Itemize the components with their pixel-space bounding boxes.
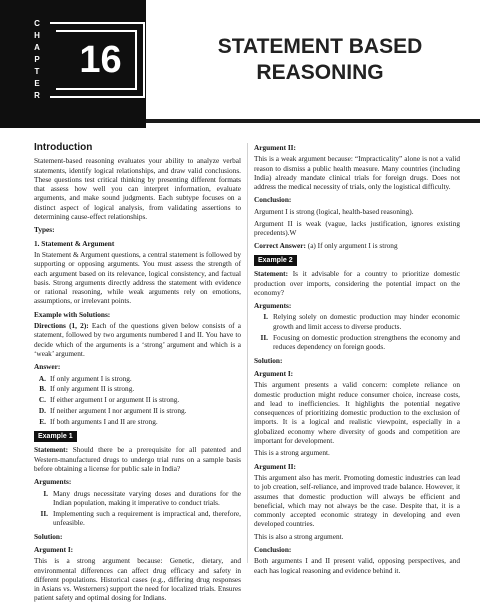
title-underline xyxy=(146,119,480,123)
statement2-text: Is it advisable for a country to prioritize domestic production over imports, considering the potential impact on the economy? xyxy=(254,269,460,297)
argument1-verdict: This is a strong argument. xyxy=(254,448,330,458)
intro-paragraph: Statement-based reasoning evaluates your ability to analyze verbal statements, identify logical relationships, and draw valid conclusions. These questions test critical thinking by presenting different formats that assess how well you can interpret information, evaluate arguments, and make sound judgments. Each subtype focuses on a distinct aspect of logical analysis, from validating assertions to determining cause-effect relationships. xyxy=(34,156,241,222)
argument-item xyxy=(34,489,241,508)
solution-heading: Solution: xyxy=(34,531,63,541)
arguments-list xyxy=(34,489,241,528)
arguments-heading: Arguments: xyxy=(254,301,292,311)
left-column xyxy=(34,143,241,606)
answer-option xyxy=(34,384,241,393)
statement1-paragraph xyxy=(34,445,241,473)
chapter-title-line2: REASONING xyxy=(256,61,384,84)
chapter-letter: E xyxy=(34,79,40,88)
column-divider xyxy=(247,143,248,563)
answer-option xyxy=(34,406,241,415)
conclusion-heading: Conclusion: xyxy=(254,544,292,554)
option-key: E. xyxy=(39,416,46,426)
directions-label: Directions (1, 2): xyxy=(34,321,89,331)
chapter-vertical-label xyxy=(32,18,42,102)
argument-text: Focusing on domestic production strengthens the economy and reduces dependency on foreign goods. xyxy=(273,333,460,352)
argument2-paragraph: This is a weak argument because: “Impracticality” alone is not a valid reason to dismiss a public health measure. Many countries (including India) already mandate clinical trials for foreign drugs. Does not address the medical necessity of trials, only the logistical difficulty. xyxy=(254,154,460,192)
chapter-letter: H xyxy=(34,31,40,40)
chapter-side-band xyxy=(0,0,50,128)
chapter-number: 16 xyxy=(79,38,122,81)
option-text: If only argument I is strong. xyxy=(50,373,132,383)
answer-option xyxy=(34,395,241,404)
argument-key: II. xyxy=(260,333,268,343)
chapter-letter: R xyxy=(34,91,40,100)
option-key: C. xyxy=(38,395,46,405)
example2-badge: Example 2 xyxy=(254,255,297,266)
argument1-heading: Argument I: xyxy=(34,544,74,554)
chapter-letter: T xyxy=(34,67,40,76)
intro-heading: Introduction xyxy=(34,142,93,153)
argument-text: Relying solely on domestic production may hinder economic growth and limit access to diverse products. xyxy=(273,312,460,331)
option-key: B. xyxy=(39,384,46,394)
statement2-paragraph xyxy=(254,269,460,297)
chapter-letter: C xyxy=(34,19,40,28)
directions-paragraph xyxy=(34,321,241,358)
argument2-heading: Argument II: xyxy=(254,461,296,471)
type1-paragraph: In Statement & Argument questions, a central statement is followed by supporting or opposing arguments. You must assess the strength of each argument based on its relevance, logical consistency, and factual basis. Strong arguments directly address the statement with evidence or rational reasoning, while weak arguments rely on emotions, assumptions, or irrelevant points. xyxy=(34,249,241,306)
argument-text: Many drugs necessitate varying doses and durations for the Indian population, making it imperative to conduct trials. xyxy=(53,488,241,507)
argument2-verdict: This is also a strong argument. xyxy=(254,531,344,541)
directions-text: Each of the questions given below consists of a statement, followed by two arguments numbered I and II. You have to decide which of the arguments is a ‘strong’ argument and which is a ‘weak’ argument. xyxy=(34,321,242,358)
argument-item xyxy=(254,333,460,352)
argument-item xyxy=(254,312,460,331)
option-text: If both arguments I and II are strong. xyxy=(50,416,158,426)
argument-key: I. xyxy=(43,488,48,498)
conclusion-heading: Conclusion: xyxy=(254,195,292,205)
argument2-heading: Argument II: xyxy=(254,143,296,152)
correct-answer-label: Correct Answer: xyxy=(254,240,306,250)
argument-key: I. xyxy=(263,312,268,322)
types-heading: Types: xyxy=(34,225,55,235)
statement1-text: Should there be a prerequisite for all patented and Western-manufactured drugs to undergo trial runs on a sample basis before obtaining a license for public sale in India? xyxy=(34,445,241,473)
argument1-paragraph: This argument presents a valid concern: complete reliance on domestic production might reduce consumer choice, increase costs, and lead to inefficiencies. It highlights the potential negative consequences of prioritizing domestic production to the exclusion of imports. It is a logical and realistic viewpoint, especially in a globalized economy where diversity of goods and competition are important for development. xyxy=(254,380,460,446)
statement-label: Statement: xyxy=(254,269,289,279)
argument-item xyxy=(34,509,241,528)
answer-option xyxy=(34,417,241,426)
argument2b-paragraph: This argument also has merit. Promoting domestic industries can lead to job creation, self-reliance, and improved trade balance. However, it assumes that domestic production will always be efficient and beneficial, which may not always be the case. Despite that, it is a commonly accepted economic strategy in developing and even developed countries. xyxy=(254,472,460,529)
chapter-title-line1: STATEMENT BASED xyxy=(217,35,423,58)
answer-option xyxy=(34,374,241,383)
option-key: D. xyxy=(38,405,46,415)
correct-answer-text: (a) If only argument I is strong xyxy=(305,240,398,250)
arguments-heading: Arguments: xyxy=(34,477,72,487)
correct-answer xyxy=(254,241,460,250)
argument1-heading: Argument I: xyxy=(254,368,294,378)
arguments-list xyxy=(254,312,460,351)
argument1-paragraph: This is a strong argument because: Genetic, dietary, and environmental differences can affect drug efficacy and safety in different populations. Historical cases (e.g., differing drug responses in Asians vs. Westerners) support the need for localized trials. Ensures patient safety and optimal dosing for Indians. xyxy=(34,556,241,603)
argument-key: II. xyxy=(40,509,48,519)
option-text: If neither argument I nor argument II is strong. xyxy=(50,405,187,415)
conclusion2-paragraph: Both arguments I and II present valid, opposing perspectives, and each has logical reasoning and evidence behind it. xyxy=(254,556,460,575)
chapter-letter: A xyxy=(34,43,40,52)
answer-options xyxy=(34,374,241,426)
conclusion1-a: Argument I is strong (logical, health-based reasoning). xyxy=(254,206,414,216)
solution-heading: Solution: xyxy=(254,355,283,365)
chapter-letter: P xyxy=(34,55,40,64)
example1-badge: Example 1 xyxy=(34,431,77,442)
conclusion1-b: Argument II is weak (vague, lacks justification, ignores existing precedents).W xyxy=(254,219,460,238)
option-key: A. xyxy=(38,373,46,383)
statement-label: Statement: xyxy=(34,445,69,455)
chapter-number-box xyxy=(50,22,145,98)
option-text: If either argument I or argument II is strong. xyxy=(50,395,180,405)
argument-text: Implementing such a requirement is impractical and, therefore, unfeasible. xyxy=(53,509,241,528)
type1-heading: 1. Statement & Argument xyxy=(34,238,115,248)
chapter-header xyxy=(0,0,480,128)
answer-heading: Answer: xyxy=(34,362,61,372)
option-text: If only argument II is strong. xyxy=(50,384,135,394)
chapter-title xyxy=(170,34,470,86)
solutions-heading: Example with Solutions: xyxy=(34,309,111,319)
right-column xyxy=(254,143,460,578)
